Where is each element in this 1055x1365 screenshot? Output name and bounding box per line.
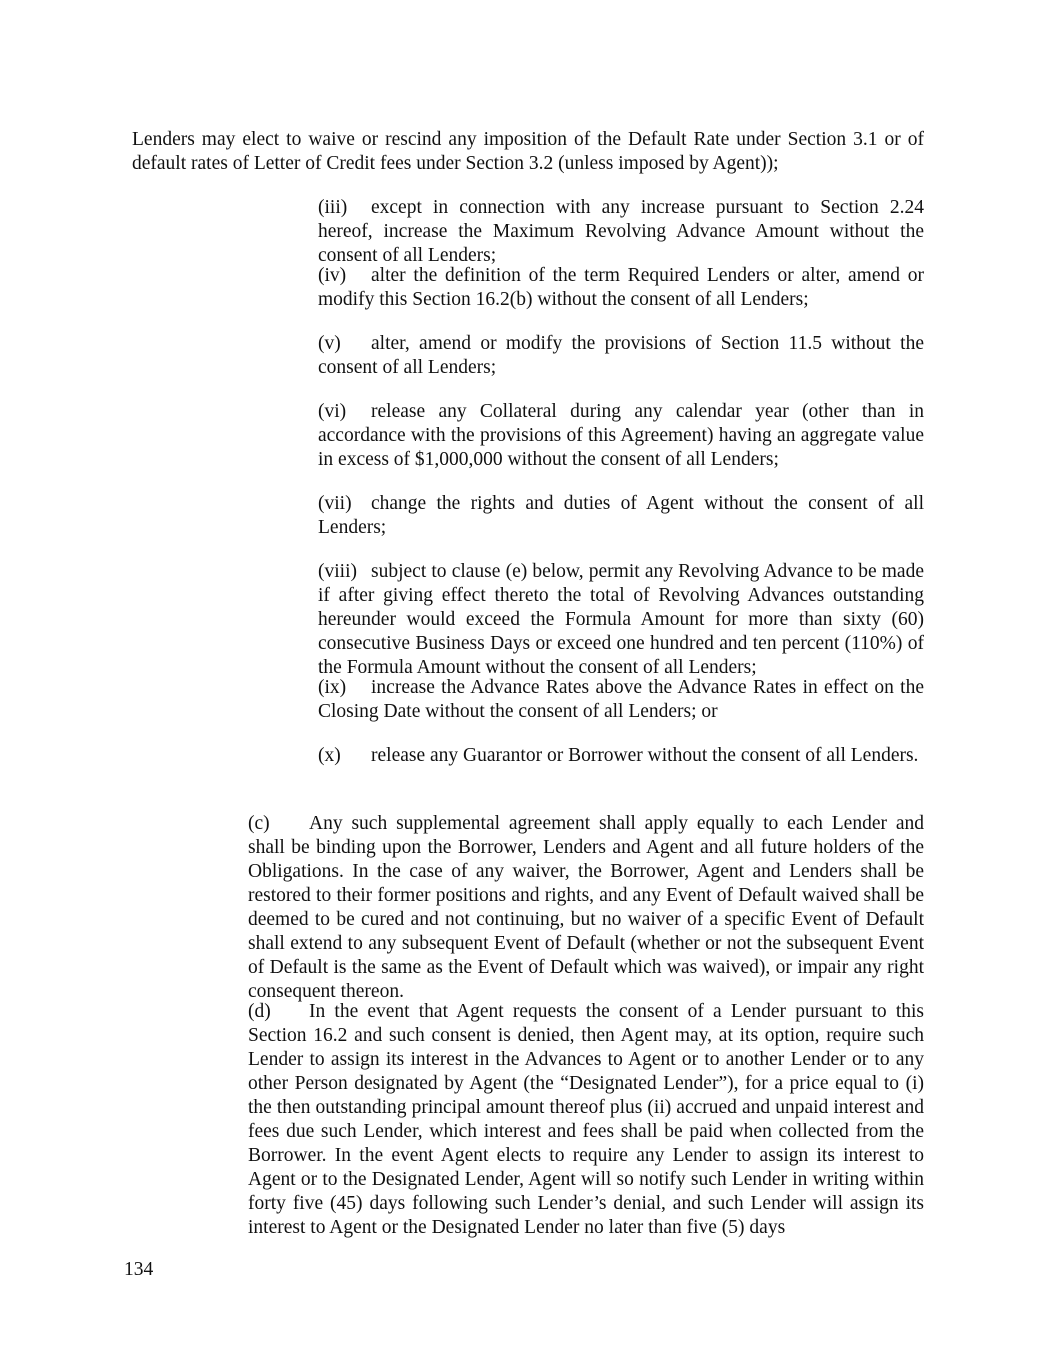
page-number: 134 (124, 1259, 154, 1280)
clause-vi (132, 400, 924, 472)
clause-marker: (v) (318, 333, 341, 354)
clause-vii (132, 492, 924, 540)
clause-marker: (viii) (318, 561, 357, 582)
clause-text: except in connection with any increase pursuant to Section 2.24 hereof, increase the Maximum Revolving Advance Amount without the consent of all Lenders; (318, 197, 924, 266)
paragraph-text: Any such supplemental agreement shall apply equally to each Lender and shall be binding upon the Borrower, Lenders and Agent and all future holders of the Obligations. In the case of any waiver, the Borrower, Agent and Lenders shall be restored to their former positions and rights, and any Event of Default waived shall be deemed to be cured and not continuing, but no waiver of a specific Event of Default shall extend to any subsequent Event of Default (whether or not the subsequent Event of Default is the same as the Event of Default which was waived), or impair any right consequent thereon. (248, 813, 924, 1002)
clause-marker: (ix) (318, 677, 347, 698)
clause-marker: (vii) (318, 493, 352, 514)
paragraph-marker: (c) (248, 813, 270, 834)
clause-text: alter, amend or modify the provisions of Section 11.5 without the consent of all Lenders; (318, 333, 924, 378)
clause-marker: (x) (318, 745, 341, 766)
clause-x (132, 744, 924, 768)
clause-text: increase the Advance Rates above the Advance Rates in effect on the Closing Date without the consent of all Lenders; or (318, 677, 924, 722)
continuation-paragraph: Lenders may elect to waive or rescind any imposition of the Default Rate under Section 3.1 or of default rates of Letter of Credit fees under Section 3.2 (unless imposed by Agent)); (132, 129, 924, 174)
clause-text: alter the definition of the term Required Lenders or alter, amend or modify this Section 16.2(b) without the consent of all Lenders; (318, 265, 924, 310)
clause-marker: (iv) (318, 265, 347, 286)
clause-iii (132, 196, 924, 268)
paragraph-c (124, 812, 924, 1004)
clause-viii (132, 560, 924, 680)
clause-text: subject to clause (e) below, permit any Revolving Advance to be made if after giving effect thereto the total of Revolving Advances outstanding hereunder would exceed the Formula Amount for more than sixty (60) consecutive Business Days or exceed one hundred and ten percent (110%) of the Formula Amount without the consent of all Lenders; (318, 561, 924, 678)
clause-text: change the rights and duties of Agent without the consent of all Lenders; (318, 493, 924, 538)
clause-text: release any Guarantor or Borrower without the consent of all Lenders. (371, 745, 919, 766)
clause-iv (132, 264, 924, 312)
clause-ix (132, 676, 924, 724)
paragraph-d (124, 1000, 924, 1240)
clause-marker: (iii) (318, 197, 348, 218)
paragraph-marker: (d) (248, 1001, 271, 1022)
clause-text: release any Collateral during any calendar year (other than in accordance with the provisions of this Agreement) having an aggregate value in excess of $1,000,000 without the consent of all Lenders; (318, 401, 924, 470)
clause-marker: (vi) (318, 401, 347, 422)
clause-v (132, 332, 924, 380)
paragraph-text: In the event that Agent requests the consent of a Lender pursuant to this Section 16.2 and such consent is denied, then Agent may, at its option, require such Lender to assign its interest in the Advances to Agent or to another Lender or to any other Person designated by Agent (the “Designated Lender”), for a price equal to (i) the then outstanding principal amount thereof plus (ii) accrued and unpaid interest and fees due such Lender, which interest and fees shall be paid when collected from the Borrower. In the event Agent elects to require any Lender to assign its interest to Agent or to the Designated Lender, Agent will so notify such Lender in writing within forty five (45) days following such Lender’s denial, and such Lender will assign its interest to Agent or the Designated Lender no later than five (5) days (248, 1001, 924, 1238)
